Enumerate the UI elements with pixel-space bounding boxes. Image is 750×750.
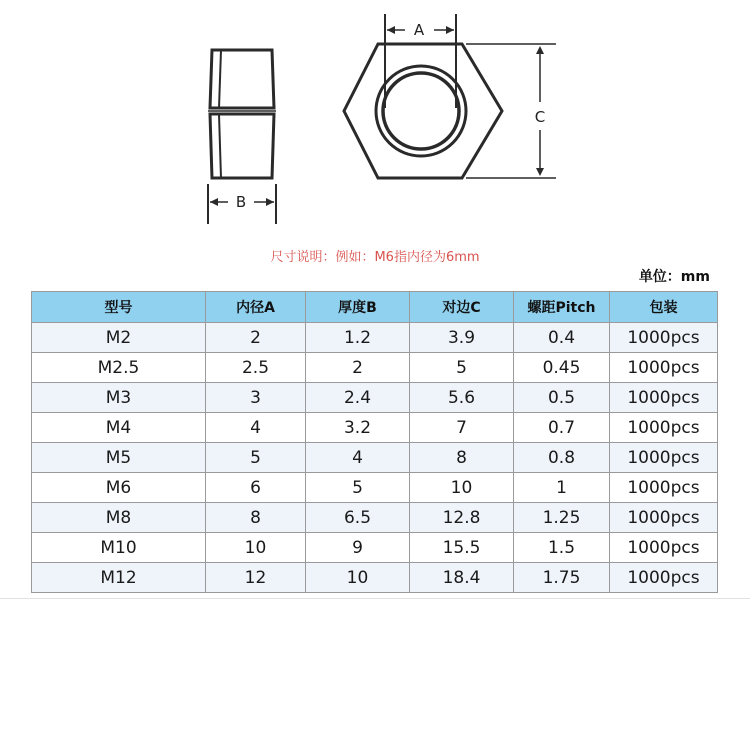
cell-thickness: 9: [306, 533, 410, 563]
header-packaging: 包装: [610, 292, 718, 323]
cell-pitch: 0.45: [514, 353, 610, 383]
label-b: B: [235, 193, 247, 211]
cell-thickness: 5: [306, 473, 410, 503]
unit-label: 单位：mm: [638, 269, 710, 285]
nut-front-view: [344, 44, 502, 178]
cell-pitch: 1.25: [514, 503, 610, 533]
cell-inner-diameter: 8: [206, 503, 306, 533]
cell-across-flats: 18.4: [410, 563, 514, 593]
cell-inner-diameter: 4: [206, 413, 306, 443]
cell-model: M2.5: [32, 353, 206, 383]
cell-model: M3: [32, 383, 206, 413]
cell-packaging: 1000pcs: [610, 353, 718, 383]
cell-across-flats: 5.6: [410, 383, 514, 413]
divider: [0, 598, 750, 599]
header-across-flats: 对边C: [410, 292, 514, 323]
cell-inner-diameter: 10: [206, 533, 306, 563]
table-row: [32, 383, 718, 413]
cell-inner-diameter: 3: [206, 383, 306, 413]
size-note: 尺寸说明：例如：M6指内径为6mm: [270, 250, 480, 265]
table-row: [32, 563, 718, 593]
cell-packaging: 1000pcs: [610, 443, 718, 473]
cell-inner-diameter: 2: [206, 323, 306, 353]
cell-packaging: 1000pcs: [610, 413, 718, 443]
table-row: [32, 503, 718, 533]
nut-side-view: [208, 50, 276, 178]
cell-inner-diameter: 2.5: [206, 353, 306, 383]
cell-across-flats: 12.8: [410, 503, 514, 533]
cell-thickness: 10: [306, 563, 410, 593]
cell-packaging: 1000pcs: [610, 533, 718, 563]
cell-model: M6: [32, 473, 206, 503]
label-c: C: [534, 108, 546, 126]
cell-model: M8: [32, 503, 206, 533]
table-row: [32, 323, 718, 353]
header-pitch: 螺距Pitch: [514, 292, 610, 323]
cell-model: M12: [32, 563, 206, 593]
cell-packaging: 1000pcs: [610, 473, 718, 503]
table-row: [32, 473, 718, 503]
table-row: [32, 353, 718, 383]
cell-across-flats: 10: [410, 473, 514, 503]
cell-model: M10: [32, 533, 206, 563]
label-a: A: [413, 21, 425, 39]
cell-packaging: 1000pcs: [610, 503, 718, 533]
cell-pitch: 1: [514, 473, 610, 503]
cell-thickness: 2.4: [306, 383, 410, 413]
cell-across-flats: 3.9: [410, 323, 514, 353]
spec-table: [31, 291, 718, 593]
header-thickness: 厚度B: [306, 292, 410, 323]
cell-packaging: 1000pcs: [610, 323, 718, 353]
cell-inner-diameter: 5: [206, 443, 306, 473]
cell-across-flats: 15.5: [410, 533, 514, 563]
cell-thickness: 3.2: [306, 413, 410, 443]
table-row: [32, 443, 718, 473]
cell-thickness: 1.2: [306, 323, 410, 353]
cell-packaging: 1000pcs: [610, 383, 718, 413]
cell-model: M5: [32, 443, 206, 473]
cell-model: M2: [32, 323, 206, 353]
table-row: [32, 533, 718, 563]
cell-across-flats: 5: [410, 353, 514, 383]
cell-pitch: 1.5: [514, 533, 610, 563]
header-model: 型号: [32, 292, 206, 323]
cell-packaging: 1000pcs: [610, 563, 718, 593]
table-row: [32, 413, 718, 443]
cell-model: M4: [32, 413, 206, 443]
cell-inner-diameter: 6: [206, 473, 306, 503]
cell-across-flats: 7: [410, 413, 514, 443]
table-header-row: [32, 292, 718, 323]
cell-across-flats: 8: [410, 443, 514, 473]
cell-pitch: 0.7: [514, 413, 610, 443]
cell-pitch: 1.75: [514, 563, 610, 593]
hex-nut-diagram: [0, 0, 750, 250]
cell-pitch: 0.5: [514, 383, 610, 413]
cell-thickness: 2: [306, 353, 410, 383]
cell-thickness: 4: [306, 443, 410, 473]
cell-thickness: 6.5: [306, 503, 410, 533]
cell-pitch: 0.4: [514, 323, 610, 353]
cell-inner-diameter: 12: [206, 563, 306, 593]
cell-pitch: 0.8: [514, 443, 610, 473]
header-inner-diameter: 内径A: [206, 292, 306, 323]
